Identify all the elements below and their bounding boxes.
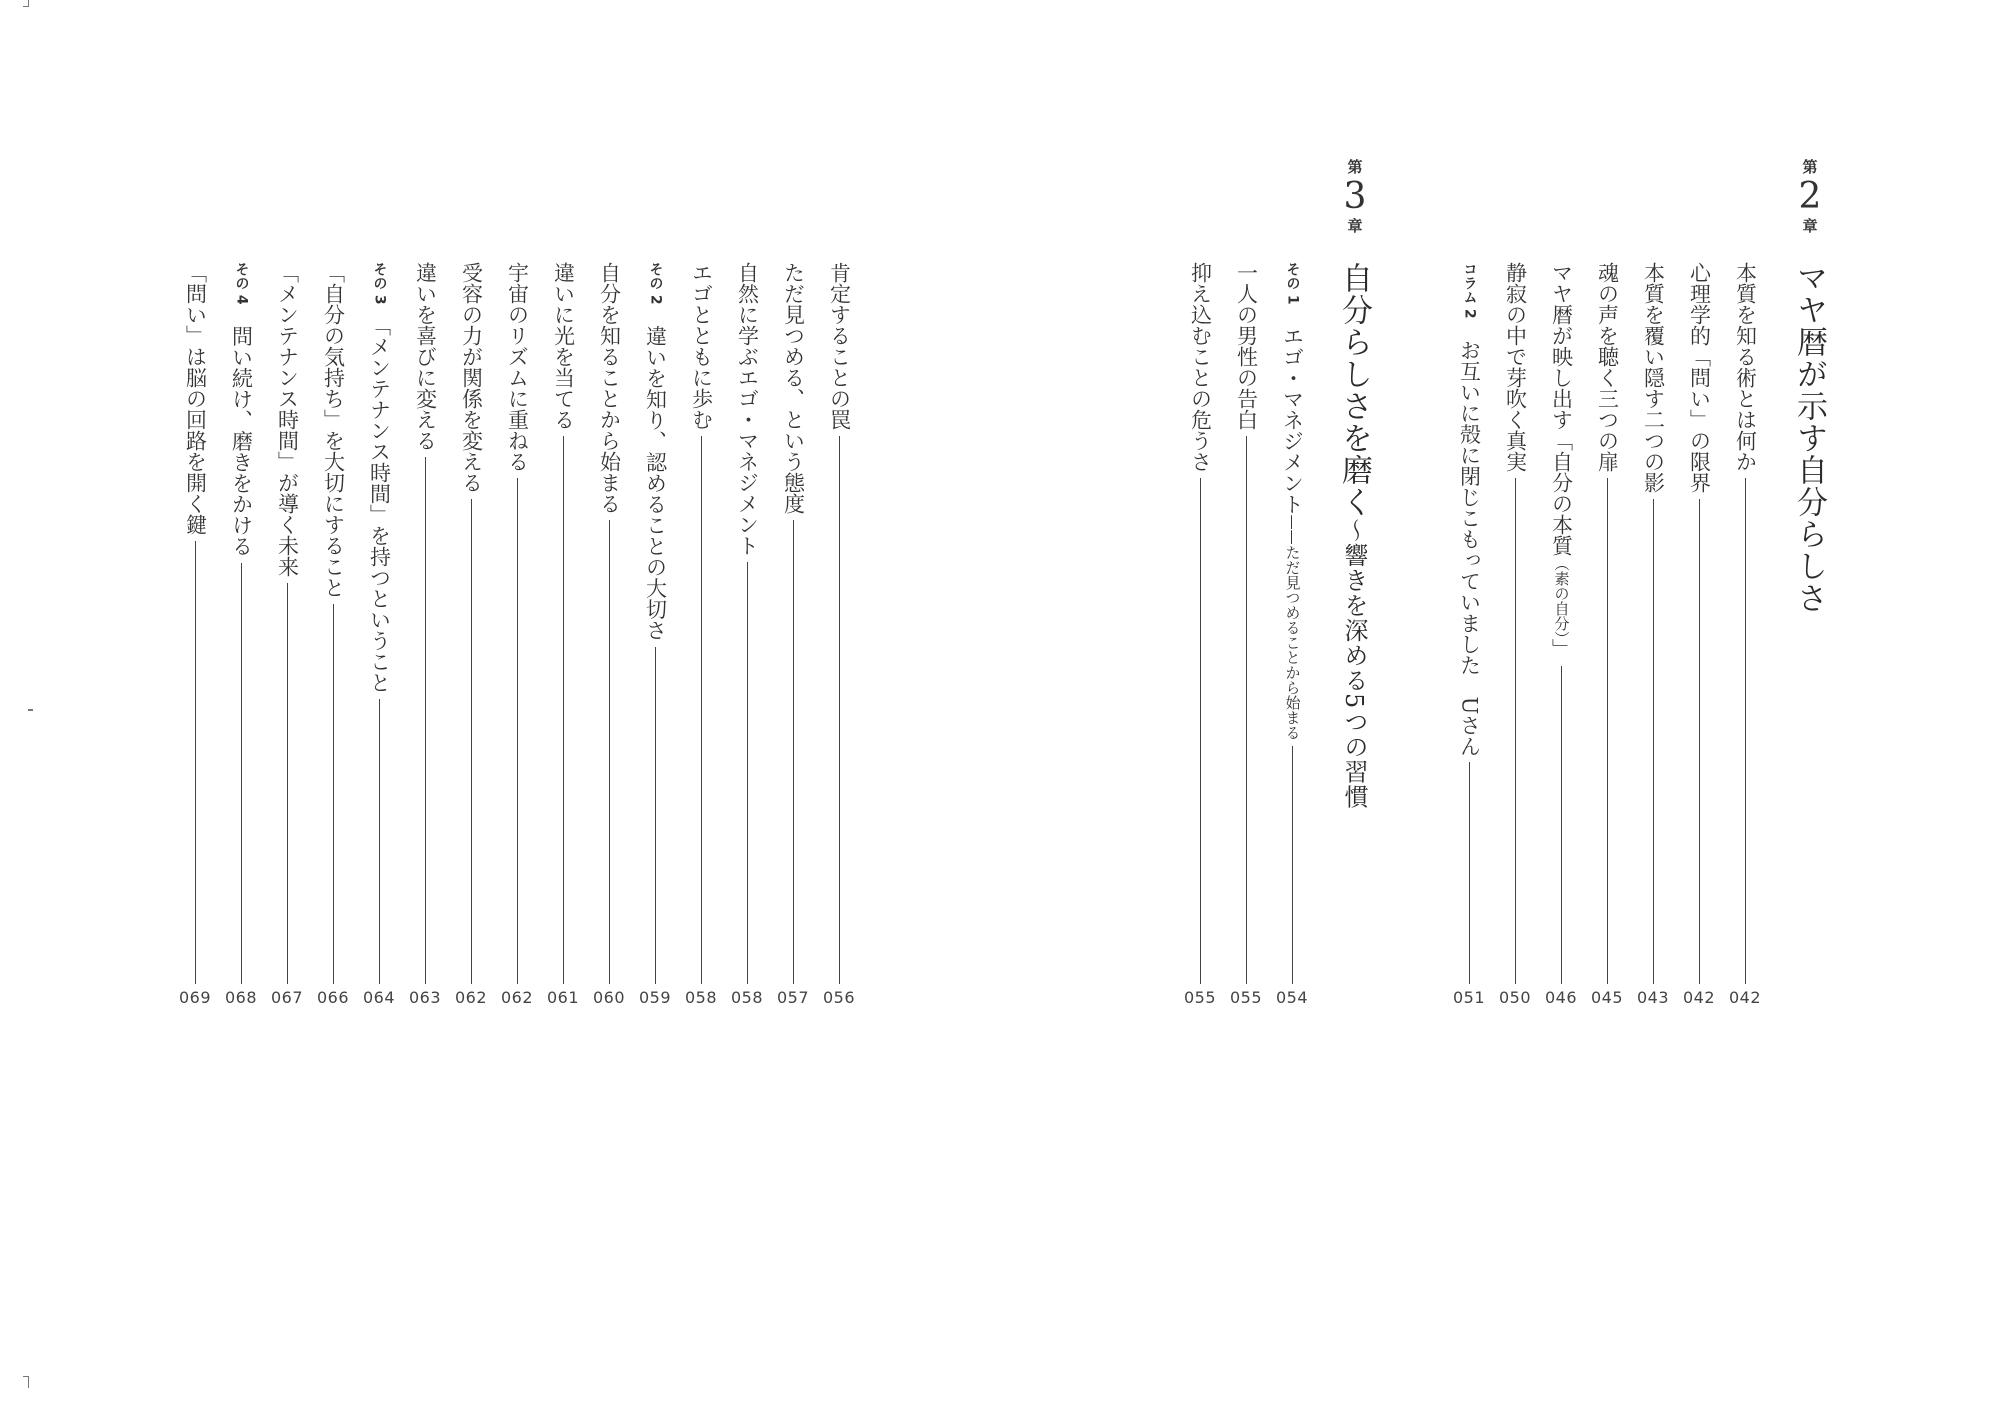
section-tag: その 2 <box>647 262 664 305</box>
page-number: 069 <box>178 988 212 1007</box>
toc-entry-title: 本質を知る術とは何か <box>1733 262 1758 472</box>
toc-entry[interactable] <box>684 262 718 1007</box>
chapter3-post: 章 <box>1347 217 1363 235</box>
leader-line <box>563 436 564 984</box>
toc-entry[interactable] <box>592 262 626 1007</box>
leader-line <box>1292 746 1293 984</box>
toc-entry-title-main: お互いに殻に閉じこもっていました Uさん <box>1457 339 1482 757</box>
chapter3-title <box>1336 262 1372 810</box>
leader-line <box>1653 499 1654 984</box>
section-tag: その 3 <box>371 262 388 305</box>
toc-entry-title: 自然に学ぶエゴ・マネジメント <box>735 262 760 556</box>
toc-entry-title-note: （素の自分） <box>1552 556 1571 639</box>
toc-entry-title-end: 」 <box>1549 638 1574 660</box>
page-number: 051 <box>1452 988 1486 1007</box>
leader-line <box>195 541 196 984</box>
chapter2-num: 2 <box>1798 176 1822 217</box>
leader-line <box>1469 762 1470 984</box>
toc-entry-title: 心理学的「問い」の限界 <box>1687 262 1712 493</box>
toc-entry-title <box>1459 262 1480 756</box>
toc-entry-title: 違いを喜びに変える <box>413 262 438 451</box>
crop-mark-top-left-h <box>23 6 29 7</box>
toc-entry-title: エゴとともに歩む <box>689 262 714 430</box>
leader-line <box>747 562 748 984</box>
page-number: 067 <box>270 988 304 1007</box>
column-tag: コラム 2 <box>1461 262 1478 319</box>
page-number: 057 <box>776 988 810 1007</box>
toc-entry[interactable] <box>1590 262 1624 1007</box>
toc-entry-section[interactable] <box>1275 262 1309 1007</box>
toc-entry-title-main: 問い続け、磨きをかける <box>229 325 254 557</box>
chapter3-num: 3 <box>1343 176 1367 217</box>
page-number: 061 <box>546 988 580 1007</box>
crop-mark-middle-left <box>28 709 33 711</box>
chapter2-pre: 第 <box>1802 158 1818 176</box>
leader-line <box>1200 478 1201 984</box>
chapter3-pre: 第 <box>1347 158 1363 176</box>
leader-line <box>471 499 472 984</box>
toc-entry-title: 肯定することの罠 <box>827 262 852 430</box>
leader-line <box>1561 666 1562 985</box>
page-number: 042 <box>1682 988 1716 1007</box>
leader-line <box>609 520 610 984</box>
leader-line <box>1607 478 1608 984</box>
leader-line <box>1515 478 1516 984</box>
toc-entry-section[interactable] <box>224 262 258 1007</box>
toc-entry[interactable] <box>270 262 304 1007</box>
toc-entry[interactable] <box>546 262 580 1007</box>
toc-entry-title: 抑え込むことの危うさ <box>1188 262 1213 472</box>
toc-entry-title <box>369 262 390 693</box>
page-number: 042 <box>1728 988 1762 1007</box>
chapter2-number <box>1790 160 1830 234</box>
toc-entry-title-main: エゴ・マネジメント <box>1280 325 1305 515</box>
toc-entry-title: 「メンテナンス時間」が導く未来 <box>275 262 300 577</box>
leader-line <box>333 604 334 984</box>
chapter3-title-text: 自分らしさを磨く <box>1336 262 1372 518</box>
chapter2-title-text: マヤ暦が示す自分らしさ <box>1791 262 1827 614</box>
page-number: 055 <box>1229 988 1263 1007</box>
toc-entry[interactable] <box>408 262 442 1007</box>
crop-mark-bottom-left-h <box>23 1376 29 1377</box>
leader-line <box>517 478 518 984</box>
toc-entry-column[interactable] <box>1452 262 1486 1007</box>
page-number: 050 <box>1498 988 1532 1007</box>
chapter3-number <box>1335 160 1375 234</box>
page-number: 056 <box>822 988 856 1007</box>
toc-entry-title: 一人の男性の告白 <box>1234 262 1259 430</box>
toc-entry[interactable] <box>1728 262 1762 1007</box>
toc-entry[interactable] <box>776 262 810 1007</box>
toc-entry[interactable] <box>1682 262 1716 1007</box>
page-number: 060 <box>592 988 626 1007</box>
chapter2-post: 章 <box>1802 217 1818 235</box>
page-number: 058 <box>684 988 718 1007</box>
toc-entry-title <box>1282 262 1303 740</box>
toc-entry[interactable] <box>1183 262 1217 1007</box>
toc-entry-title: 「問い」は脳の回路を開く鍵 <box>183 262 208 535</box>
page-number: 068 <box>224 988 258 1007</box>
toc-entry-title <box>231 262 252 557</box>
toc-entry-section[interactable] <box>638 262 672 1007</box>
leader-line <box>287 583 288 984</box>
crop-mark-bottom-left <box>28 1376 29 1388</box>
page-number: 046 <box>1544 988 1578 1007</box>
toc-entry[interactable] <box>454 262 488 1007</box>
toc-entry[interactable] <box>730 262 764 1007</box>
toc-entry-title-main: 違いを知り、認めることの大切さ <box>643 325 668 641</box>
toc-entry[interactable] <box>822 262 856 1007</box>
page-number: 063 <box>408 988 442 1007</box>
toc-entry-title: 魂の声を聴く三つの扉 <box>1595 262 1620 472</box>
leader-line <box>425 457 426 984</box>
toc-entry[interactable] <box>316 262 350 1007</box>
toc-entry-title: 本質を覆い隠す二つの影 <box>1641 262 1666 493</box>
toc-entry[interactable] <box>1229 262 1263 1007</box>
toc-entry-title: 受容の力が関係を変える <box>459 262 484 493</box>
toc-entry[interactable] <box>1544 262 1578 1007</box>
leader-line <box>839 436 840 984</box>
toc-entry-title: 自分を知ることから始まる <box>597 262 622 514</box>
leader-line <box>655 647 656 984</box>
toc-entry-title <box>1551 262 1572 660</box>
leader-line <box>241 563 242 984</box>
leader-line <box>1246 436 1247 984</box>
toc-entry[interactable] <box>178 262 212 1007</box>
toc-entry[interactable] <box>1636 262 1670 1007</box>
leader-line <box>379 699 380 984</box>
leader-line <box>701 436 702 984</box>
toc-entry-title-note: ——ただ見つめることから始まる <box>1283 514 1302 740</box>
toc-entry-title-main: 「メンテナンス時間」を持つということ <box>367 325 392 694</box>
leader-line <box>1699 499 1700 984</box>
toc-entry-section[interactable] <box>362 262 396 1007</box>
page-number: 054 <box>1275 988 1309 1007</box>
toc-entry-title: 宇宙のリズムに重ねる <box>505 262 530 472</box>
toc-entry[interactable] <box>500 262 534 1007</box>
page-number: 043 <box>1636 988 1670 1007</box>
chapter2-title <box>1791 262 1827 614</box>
toc-entry-title-main: マヤ暦が映し出す「自分の本質 <box>1549 262 1574 556</box>
page-number: 064 <box>362 988 396 1007</box>
leader-line <box>793 520 794 984</box>
toc-entry-title: ただ見つめる、という態度 <box>781 262 806 514</box>
page-number: 058 <box>730 988 764 1007</box>
chapter3-subtitle: 〜響きを深める5つの習慣 <box>1340 518 1368 810</box>
section-tag: その 4 <box>233 262 250 305</box>
section-tag: その 1 <box>1284 262 1301 305</box>
toc-entry-title <box>645 262 666 641</box>
toc-entry-title: 「自分の気持ち」を大切にすること <box>321 262 346 598</box>
page-number: 062 <box>454 988 488 1007</box>
toc-entry-title: 違いに光を当てる <box>551 262 576 430</box>
page-number: 059 <box>638 988 672 1007</box>
page-number: 062 <box>500 988 534 1007</box>
toc-entry-title: 静寂の中で芽吹く真実 <box>1503 262 1528 472</box>
leader-line <box>1745 478 1746 984</box>
toc-entry[interactable] <box>1498 262 1532 1007</box>
page-number: 055 <box>1183 988 1217 1007</box>
page-number: 066 <box>316 988 350 1007</box>
page-number: 045 <box>1590 988 1624 1007</box>
